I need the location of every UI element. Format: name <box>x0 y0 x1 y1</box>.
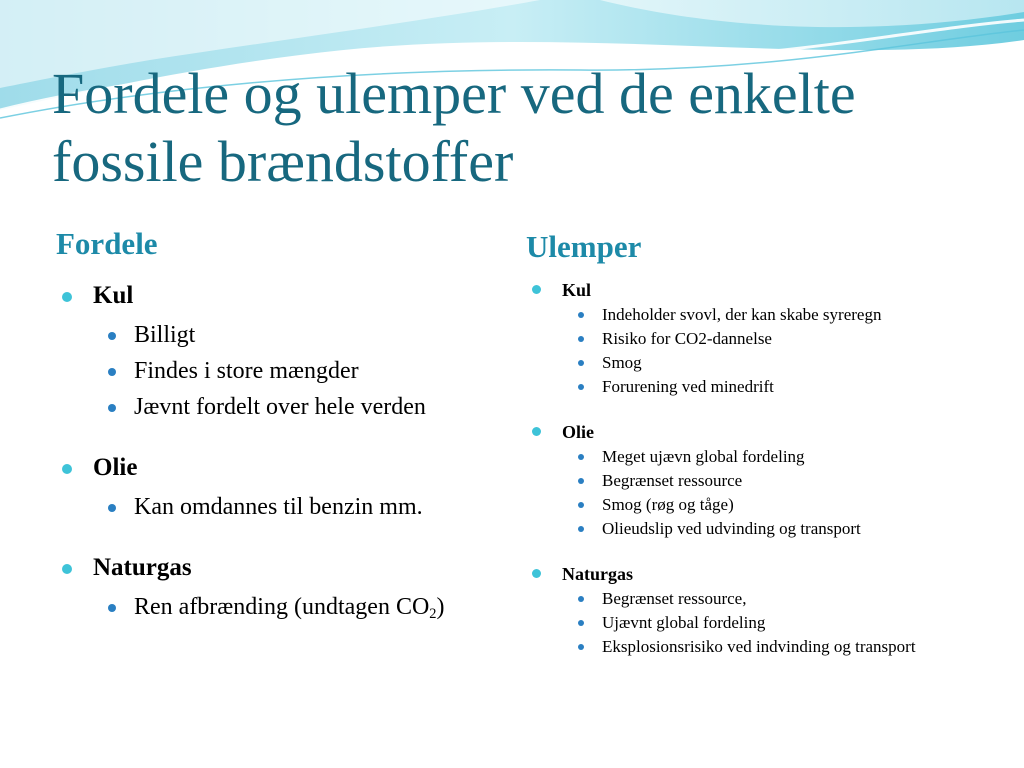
bullet-icon <box>578 454 584 460</box>
bullet-icon <box>62 292 72 302</box>
bullet-icon <box>578 312 584 318</box>
fordele-olie-item <box>62 451 502 521</box>
bullet-icon <box>532 569 541 578</box>
bullet-icon <box>108 404 116 412</box>
list-item: Forurening ved minedrift <box>532 377 1012 397</box>
ulemper-olie-label: Olie <box>562 422 594 442</box>
bullet-icon <box>578 526 584 532</box>
list-item: Begrænset ressource <box>532 471 1012 491</box>
list-item: Eksplosionsrisiko ved indvinding og transport <box>532 637 1012 657</box>
list-item: Smog <box>532 353 1012 373</box>
bullet-icon <box>62 464 72 474</box>
bullet-icon <box>578 620 584 626</box>
bullet-icon <box>108 504 116 512</box>
ulemper-list <box>532 279 1012 681</box>
bullet-icon <box>578 596 584 602</box>
ulemper-olie-item <box>532 421 1012 539</box>
bullet-icon <box>108 368 116 376</box>
bullet-icon <box>578 644 584 650</box>
fordele-heading: Fordele <box>56 226 158 261</box>
fordele-list <box>62 279 502 651</box>
bullet-icon <box>532 427 541 436</box>
ulemper-kul-label: Kul <box>562 280 592 300</box>
fordele-naturgas-label: Naturgas <box>93 554 192 581</box>
bullet-icon <box>578 502 584 508</box>
ulemper-naturgas-item <box>532 563 1012 657</box>
bullet-icon <box>578 478 584 484</box>
list-item: Smog (røg og tåge) <box>532 495 1012 515</box>
list-item: Billigt <box>62 321 502 349</box>
list-item: Ujævnt global fordeling <box>532 613 1012 633</box>
fordele-kul-item <box>62 279 502 421</box>
list-item: Findes i store mængder <box>62 357 502 385</box>
list-item: Meget ujævn global fordeling <box>532 447 1012 467</box>
list-item: Kan omdannes til benzin mm. <box>62 493 502 521</box>
list-item: Olieudslip ved udvinding og transport <box>532 519 1012 539</box>
fordele-kul-label: Kul <box>93 282 134 309</box>
bullet-icon <box>578 336 584 342</box>
fordele-naturgas-item <box>62 551 502 621</box>
ulemper-heading: Ulemper <box>526 229 642 264</box>
bullet-icon <box>578 384 584 390</box>
bullet-icon <box>108 604 116 612</box>
bullet-icon <box>108 332 116 340</box>
list-item: Ren afbrænding (undtagen $CO_2$) <box>62 593 502 621</box>
bullet-icon <box>578 360 584 366</box>
bullet-icon <box>532 285 541 294</box>
list-item: Risiko for CO2-dannelse <box>532 329 1012 349</box>
bullet-icon <box>62 564 72 574</box>
ulemper-kul-item <box>532 279 1012 397</box>
ulemper-naturgas-label: Naturgas <box>562 564 633 584</box>
fordele-olie-label: Olie <box>93 454 138 481</box>
list-item: Begrænset ressource, <box>532 589 1012 609</box>
slide-title: Fordele og ulemper ved de enkelte fossile brændstoffer <box>52 61 856 194</box>
list-item: Jævnt fordelt over hele verden <box>62 393 502 421</box>
list-item: Indeholder svovl, der kan skabe syreregn <box>532 305 1012 325</box>
